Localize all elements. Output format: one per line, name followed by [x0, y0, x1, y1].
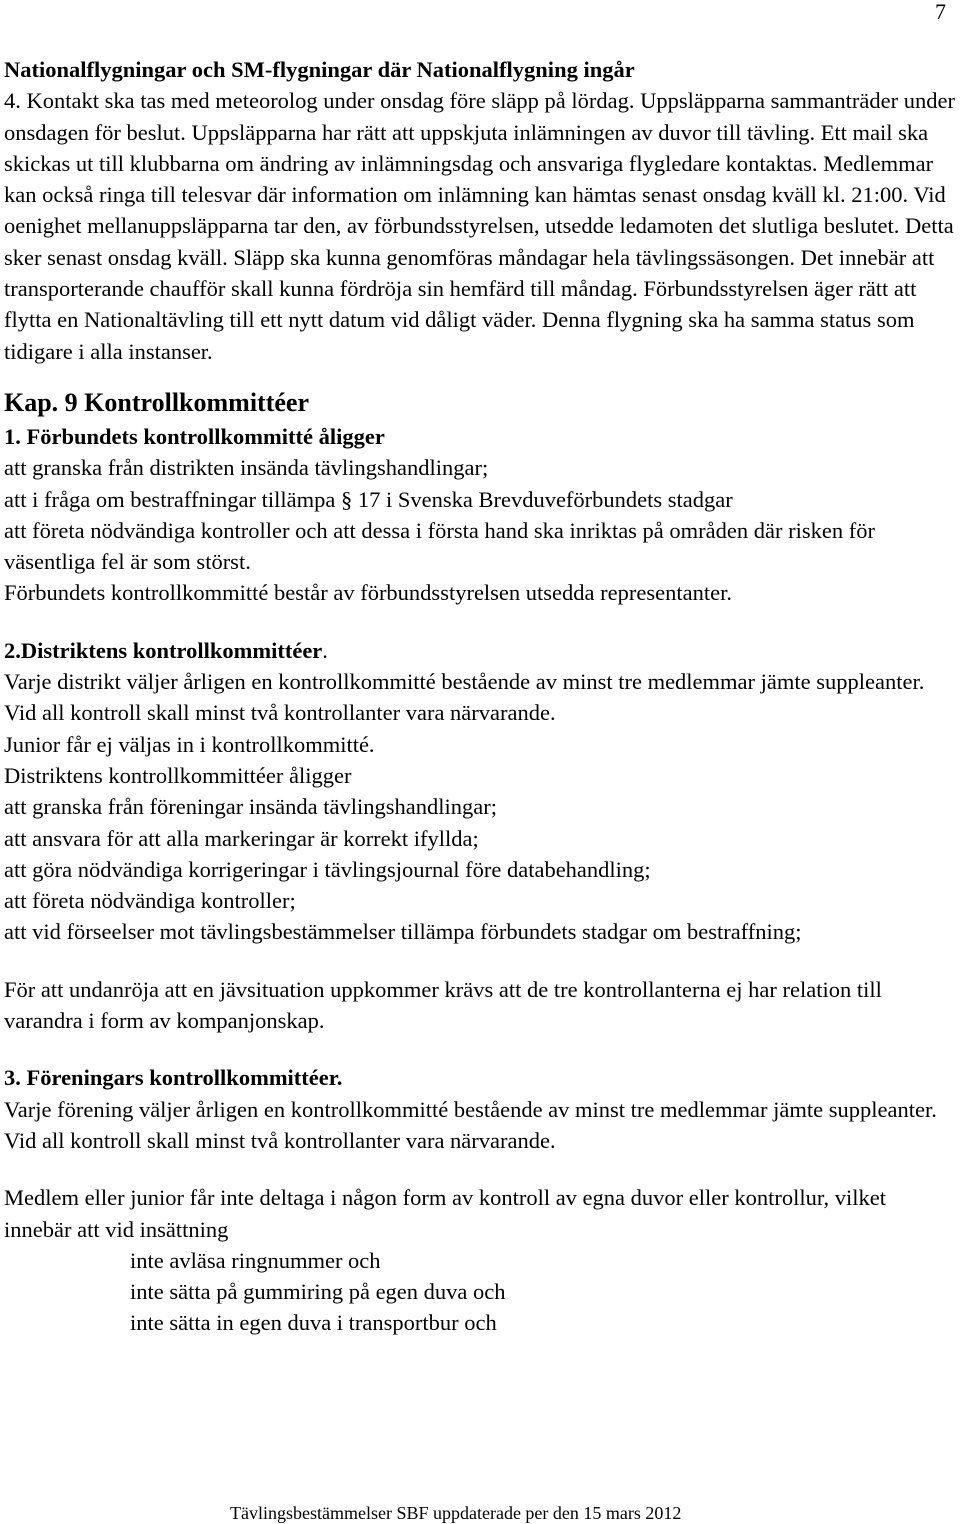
part3-list-item: inte avläsa ringnummer och: [130, 1247, 381, 1273]
page-number: 7: [935, 0, 946, 24]
part2-line: Junior får ej väljas in i kontrollkommitté.: [4, 731, 375, 757]
chapter-title: Kap. 9 Kontrollkommittéer: [4, 387, 309, 417]
page-footer: Tävlingsbestämmelser SBF uppdaterade per den 15 mars 2012: [230, 1503, 682, 1523]
part1-line: att företa nödvändiga kontroller och att dessa i första hand ska inriktas på områden där risken för väsentliga fel är som störst.: [4, 517, 875, 575]
spacer: [4, 948, 956, 974]
document-body: [4, 54, 956, 1339]
spacer: [4, 1036, 956, 1062]
part1-line: att i fråga om bestraffningar tillämpa § 17 i Svenska Brevduveförbundets stadgar: [4, 486, 733, 512]
part2-line: Distriktens kontrollkommittéer åligger: [4, 762, 352, 788]
part2-heading: 2.Distriktens kontrollkommittéer: [4, 637, 323, 663]
part2-line: att göra nödvändiga korrigeringar i tävlingsjournal före databehandling;: [4, 856, 651, 882]
part2-line: att granska från föreningar insända tävlingshandlingar;: [4, 794, 497, 820]
part2-heading-suffix: .: [322, 637, 328, 663]
part2-extra: För att undanröja att en jävsituation uppkommer krävs att de tre kontrollanterna ej har relation till varandra i form av kompanjonskap.: [4, 976, 882, 1034]
part2-line: att ansvara för att alla markeringar är korrekt ifyllda;: [4, 825, 479, 851]
part2-heading-line: [4, 635, 956, 666]
part3-list-item: inte sätta in egen duva i transportbur och: [130, 1310, 497, 1336]
part3-text: Varje förening väljer årligen en kontrollkommitté bestående av minst tre medlemmar jämte suppleanter. Vid all kontroll skall minst två kontrollanter vara närvarande.: [4, 1096, 937, 1153]
part3-rule: Medlem eller junior får inte deltaga i någon form av kontroll av egna duvor eller kontrollur, vilket innebär att vid insättning: [4, 1185, 886, 1242]
part3-heading: 3. Föreningars kontrollkommittéer.: [4, 1065, 343, 1091]
part1-line: att granska från distrikten insända tävlingshandlingar;: [4, 455, 489, 481]
part2-line: Varje distrikt väljer årligen en kontrollkommitté bestående av minst tre medlemmar jämte suppleanter. Vid all kontroll skall minst två kontrollanter vara närvarande.: [4, 669, 925, 726]
spacer: [4, 1156, 956, 1182]
spacer: [4, 609, 956, 635]
part3-list-item: inte sätta på gummiring på egen duva och: [130, 1279, 506, 1305]
part2-line: att vid förseelser mot tävlingsbestämmelser tillämpa förbundets stadgar om bestraffning;: [4, 919, 802, 945]
part2-line: att företa nödvändiga kontroller;: [4, 888, 296, 914]
section-text-national-flights: 4. Kontakt ska tas med meteorolog under onsdag före släpp på lördag. Uppsläpparna sammanträder under onsdagen för beslut. Uppsläpparna har rätt att uppskjuta inlämningen av duvor till tävling. Ett mail ska skickas ut till klubbarna om ändring av inlämningsdag och ansvariga flygledare kontaktas. Medlemmar kan också ringa till telesvar där information om inlämning kan hämtas senast onsdag kväll kl. 21:00. Vid oenighet mellanuppsläpparna tar den, av förbundsstyrelsen, utsedde ledamoten det slutliga beslutet. Detta sker senast onsdag kväll. Släpp ska kunna genomföras måndagar hela tävlingssäsongen. Det innebär att transporterande chaufför skall kunna fördröja sin hemfärd till måndag. Förbundsstyrelsen äger rätt att flytta en Nationaltävling till ett nytt datum vid dåligt väder. Denna flygning ska ha samma status som tidigare i alla instanser.: [4, 88, 955, 364]
part1-line: Förbundets kontrollkommitté består av förbundsstyrelsen utsedda representanter.: [4, 580, 732, 606]
part1-heading: 1. Förbundets kontrollkommitté åligger: [4, 423, 385, 449]
section-heading-national-flights: Nationalflygningar och SM-flygningar där Nationalflygning ingår: [4, 57, 635, 82]
